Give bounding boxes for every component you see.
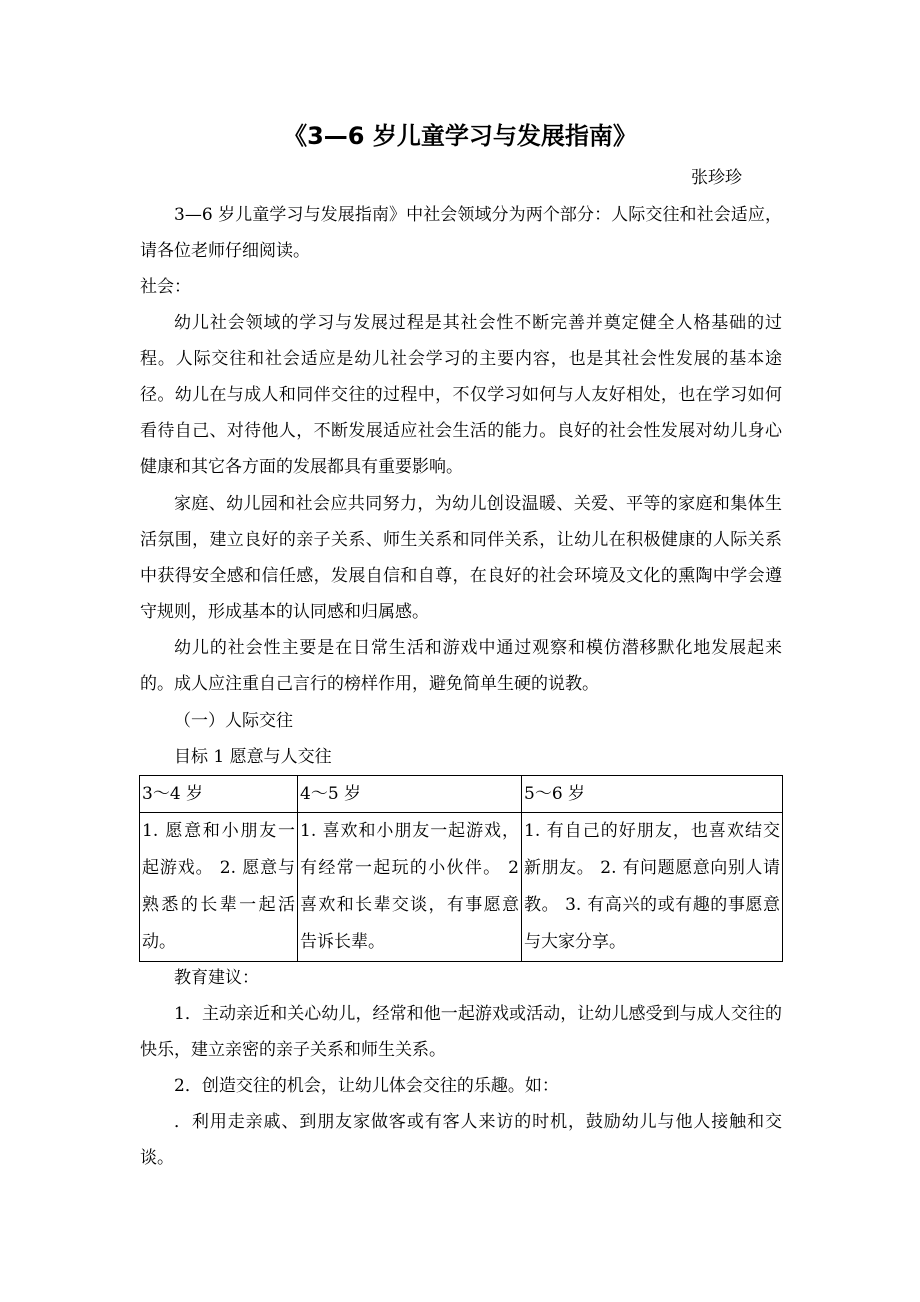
table-row <box>140 813 783 962</box>
suggestion-item: ．利用走亲戚、到朋友家做客或有客人来访的时机，鼓励幼儿与他人接触和交谈。 <box>140 1112 782 1168</box>
goal-table <box>139 775 783 962</box>
suggestions-title: 教育建议： <box>174 968 259 988</box>
body-paragraph: 幼儿的社会性主要是在日常生活和游戏中通过观察和模仿潜移默化地发展起来的。成人应注重自己言行的榜样作用，避免简单生硬的说教。 <box>140 638 782 694</box>
table-header-row <box>140 776 783 813</box>
intro-paragraph: 3—6 岁儿童学习与发展指南》中社会领域分为两个部分：人际交往和社会适应，请各位老师仔细阅读。 <box>140 205 782 261</box>
suggestion-item: 1．主动亲近和关心幼儿，经常和他一起游戏或活动，让幼儿感受到与成人交往的快乐，建立亲密的亲子关系和师生关系。 <box>140 1004 782 1060</box>
table-cell: 1. 愿意和小朋友一起游戏。 2. 愿意与熟悉的长辈一起活动。 <box>140 813 298 962</box>
table-header-cell: 5～6 岁 <box>522 776 783 813</box>
subsection-heading: （一）人际交往 <box>174 711 293 731</box>
suggestion-item: 2．创造交往的机会，让幼儿体会交往的乐趣。如： <box>174 1076 559 1096</box>
section-label: 社会： <box>140 277 191 297</box>
author-name: 张珍珍 <box>691 168 742 188</box>
table-cell: 1. 有自己的好朋友，也喜欢结交新朋友。 2. 有问题愿意向别人请教。 3. 有高兴的或有趣的事愿意与大家分享。 <box>522 813 783 962</box>
body-paragraph: 幼儿社会领域的学习与发展过程是其社会性不断完善并奠定健全人格基础的过程。人际交往和社会适应是幼儿社会学习的主要内容，也是其社会性发展的基本途径。幼儿在与成人和同伴交往的过程中，不仅学习如何与人友好相处，也在学习如何看待自己、对待他人，不断发展适应社会生活的能力。良好的社会性发展对幼儿身心健康和其它各方面的发展都具有重要影响。 <box>140 313 782 477</box>
table-cell: 1. 喜欢和小朋友一起游戏，有经常一起玩的小伙伴。 2 喜欢和长辈交谈，有事愿意告诉长辈。 <box>298 813 522 962</box>
table-header-cell: 4～5 岁 <box>298 776 522 813</box>
table-header-cell: 3～4 岁 <box>140 776 298 813</box>
document-title: 《3—6 岁儿童学习与发展指南》 <box>283 122 637 150</box>
body-paragraph: 家庭、幼儿园和社会应共同努力，为幼儿创设温暖、关爱、平等的家庭和集体生活氛围，建立良好的亲子关系、师生关系和同伴关系，让幼儿在积极健康的人际关系中获得安全感和信任感，发展自信和自尊，在良好的社会环境及文化的熏陶中学会遵守规则，形成基本的认同感和归属感。 <box>140 494 782 622</box>
goal-title: 目标 1 愿意与人交往 <box>174 747 332 767</box>
